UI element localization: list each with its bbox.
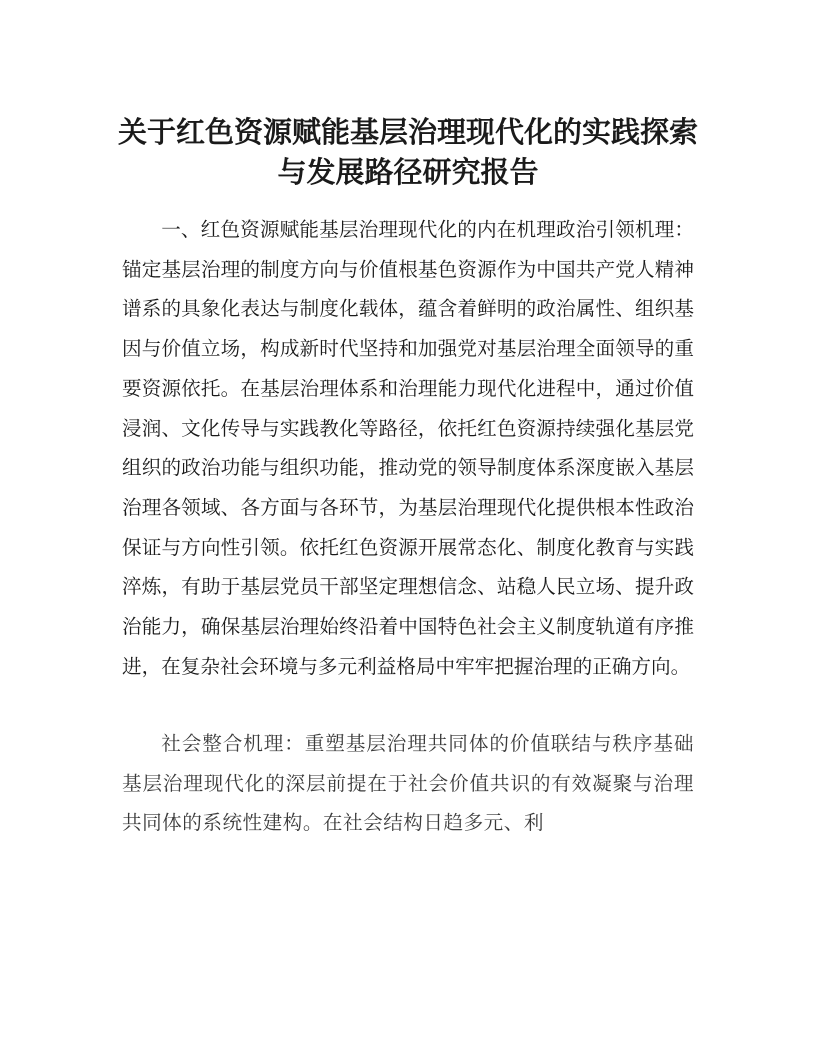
body-paragraph-2: 社会整合机理：重塑基层治理共同体的价值联结与秩序基础基层治理现代化的深层前提在于社会价值共识的有效凝聚与治理共同体的系统性建构。在社会结构日趋多元、利 <box>122 732 694 834</box>
body-paragraph-1: 一、红色资源赋能基层治理现代化的内在机理政治引领机理：锚定基层治理的制度方向与价值根基色资源作为中国共产党人精神谱系的具象化表达与制度化载体，蕴含着鲜明的政治属性、组织基因与价值立场，构成新时代坚持和加强党对基层治理全面领导的重要资源依托。在基层治理体系和治理能力现代化进程中，通过价值浸润、文化传导与实践教化等路径，依托红色资源持续强化基层党组织的政治功能与组织功能，推动党的领导制度体系深度嵌入基层治理各领域、各方面与各环节，为基层治理现代化提供根本性政治保证与方向性引领。依托红色资源开展常态化、制度化教育与实践淬炼，有助于基层党员干部坚定理想信念、站稳人民立场、提升政治能力，确保基层治理始终沿着中国特色社会主义制度轨道有序推进，在复杂社会环境与多元利益格局中牢牢把握治理的正确方向。 <box>122 218 694 678</box>
document-title: 关于红色资源赋能基层治理现代化的实践探索与发展路径研究报告 <box>117 115 698 189</box>
